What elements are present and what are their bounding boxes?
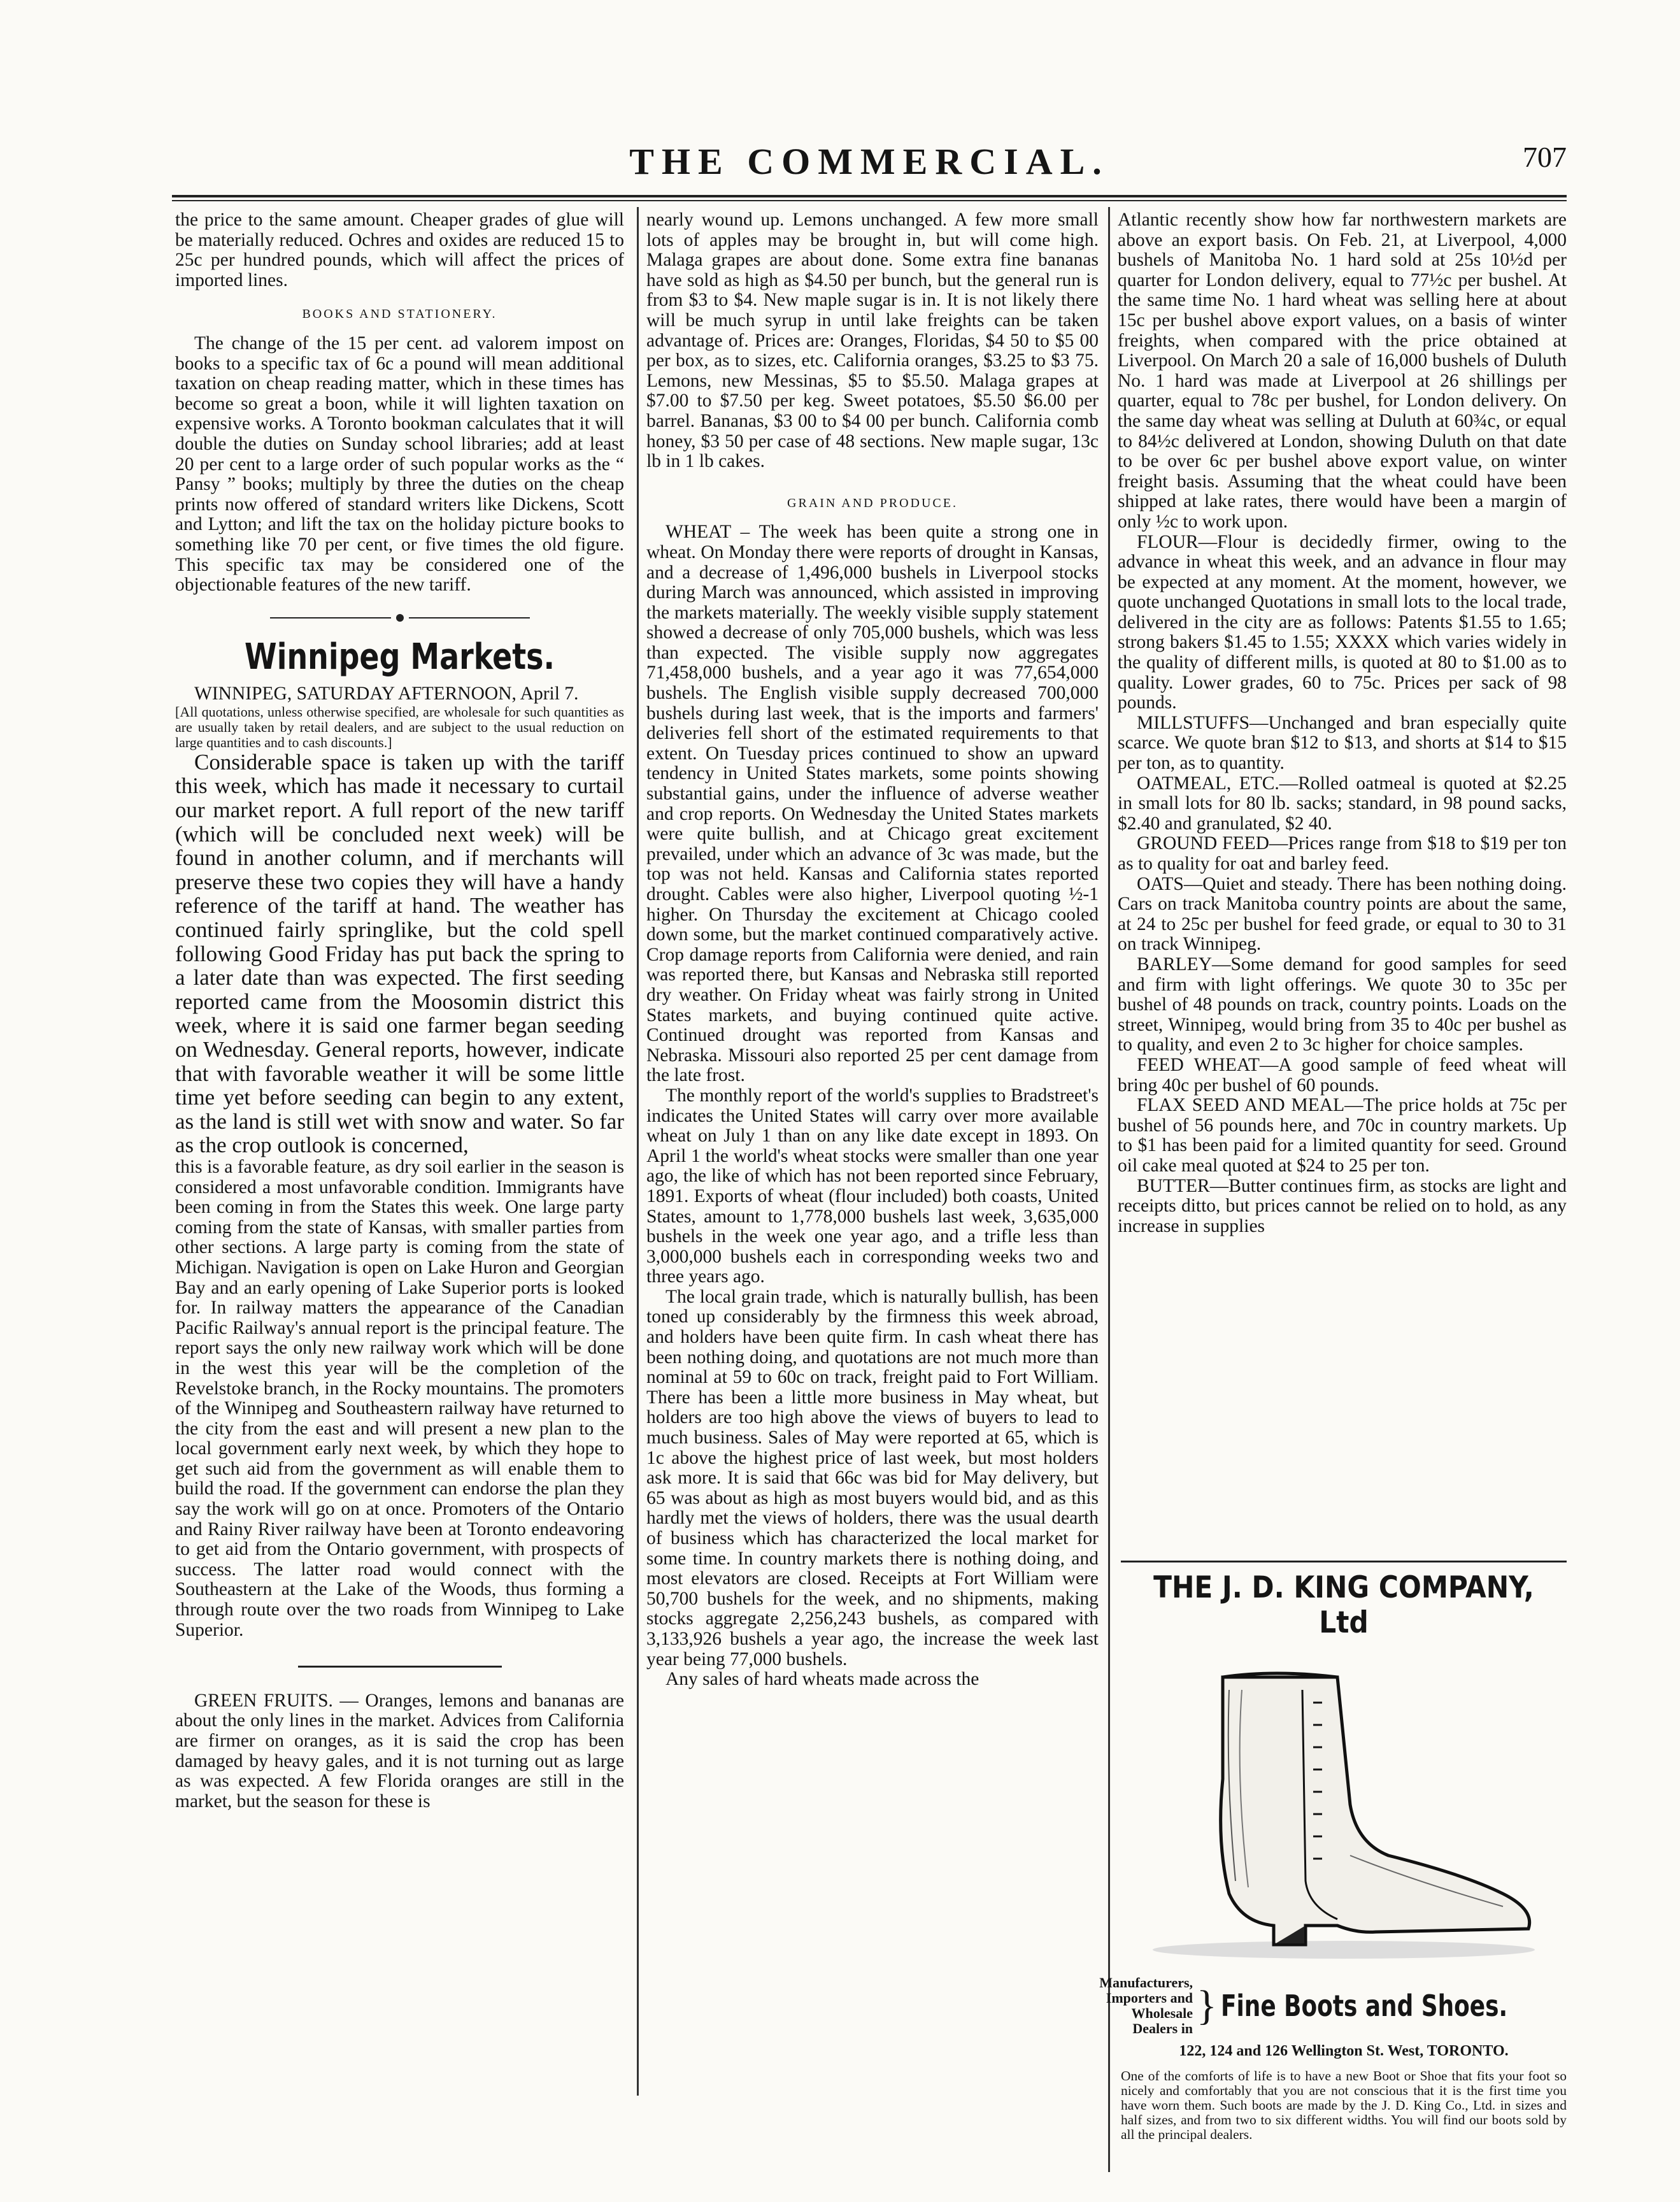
- dateline: WINNIPEG, SATURDAY AFTERNOON, April 7.: [194, 683, 579, 704]
- paragraph-ground-feed: GROUND FEED—Prices range from $18 to $19 per ton as to quality for oat and barley feed.: [1118, 833, 1567, 874]
- subheading-grain: GRAIN AND PRODUCE.: [787, 496, 958, 510]
- section-heading-winnipeg-markets: Winnipeg Markets.: [245, 636, 555, 678]
- paragraph: this is a favorable feature, as dry soil earlier in the season is considered a most unfavorable condition. Immigrants have been coming in from the States this week. One large party coming from the state of Kansas, with smaller parties from other sections. A large party is coming from the state of Michigan. Navigation is open on Lake Huron and Georgian Bay and an early opening of Lake Superior ports is looked for. In railway matters the appearance of the Canadian Pacific Railway's annual report is the principal feature. The report says the only new railway work which will be done in the west this year will be the completion of the Revelstoke branch, in the Rocky mountains. The promoters of the Winnipeg and Southeastern railway have returned to the city from the east and will present a new plan to the local government early next week, by which they hope to get such aid from the government as will enable them to build the road. If the government can endorse the plan they say the work will go on at once. Promoters of the Ontario and Rainy River railway have been at Toronto endeavoring to get aid from the Ontario government, with prospects of success. The latter road would connect with the Southeastern at the Lake of the Woods, thus forming a through route over the two roads from Winnipeg to Lake Superior.: [175, 1156, 624, 1640]
- ad-tagline-small: Manufacturers, Importers and Wholesale Dealers in: [1099, 1975, 1193, 2036]
- page-header: [172, 135, 1567, 192]
- column-2: [646, 210, 1099, 1690]
- paragraph-butter: BUTTER—Butter continues firm, as stocks are light and receipts ditto, but prices cannot be relied on to hold, as any increase in supplies: [1118, 1175, 1567, 1236]
- header-rule: [172, 195, 1567, 197]
- page-number: 707: [1523, 141, 1567, 173]
- column-3: [1118, 210, 1567, 1236]
- paragraph-wheat: WHEAT – The week has been quite a strong one in wheat. On Monday there were reports of drought in Kansas, and a decrease of 1,496,000 bushels in Liverpool stocks during March was announced, which assisted in improving the markets materially. The weekly visible supply statement showed a decrease of only 705,000 bushels, which was less than expected. The visible supply now aggregates 71,458,000 bushels, and a year ago it was 77,654,000 bushels. The English visible supply decreased 700,000 bushels during last week, that is the imports and farmers' deliveries fell short of the estimated requirements to that extent. On Tuesday prices continued to show an upward tendency in United States markets, some points showing substantial gains, under the influence of adverse weather and crop reports. On Wednesday the United States markets were quite bullish, and at Chicago great excitement prevailed, under which an advance of 3c was made, but the top was not held. Kansas and California states reported drought. Cables were also higher, Liverpool quoting ½-1 higher. On Thursday the excitement at Chicago cooled down some, but the market continued comparatively active. Crop damage reports from California were denied, and rain was reported there, but Kansas and Nebraska still reported dry weather. On Friday wheat was fairly strong in United States markets, and buying continued quite active. Continued drought was reported from Kansas and Nebraska. Missouri also reported 25 per cent damage from the late frost.: [646, 522, 1099, 1086]
- ad-tagline-big: Fine Boots and Shoes.: [1220, 1989, 1507, 2023]
- quotation-note: [All quotations, unless otherwise specified, are wholesale for such quantities as are usually taken by retail dealers, and are subject to the usual reduction on large quantities and to cash discounts.]: [175, 703, 624, 750]
- paragraph-millstuffs: MILLSTUFFS—Unchanged and bran especially quite scarce. We quote bran $12 to $13, and shorts at $14 to $15 per ton, as to quantity.: [1118, 712, 1567, 774]
- paragraph: Considerable space is taken up with the tariff this week, which has made it necessary to curtail our market report. A full report of the new tariff (which will be concluded next week) will be found in another column, and if merchants will preserve these two copies they will have a handy reference of the tariff at hand. The weather has continued fairly springlike, but the cold spell following Good Friday has put back the spring to a later date than was expected. The first seeding reported came from the Moosomin district this week, where it is said one farmer began seeding on Wednesday. General reports, however, indicate that with favorable weather it will be some little time yet before seeding can begin to any extent, as the land is still wet with snow and water. So far as the crop outlook is concerned,: [175, 749, 624, 1158]
- paragraph: Any sales of hard wheats made across the: [666, 1669, 979, 1690]
- column-1: [175, 210, 624, 1812]
- paragraph: The change of the 15 per cent. ad valorem impost on books to a specific tax of 6c a pound will mean additional taxation on cheap reading matter, which in these times has become so great a boon, while it will lighten taxation on expensive works. A Toronto bookman calculates that it will double the duties on Sunday school libraries; add at least 20 per cent to a large order of such popular works as the “ Pansy ” books; multiply by three the duties on the cheap prints now offered of standard writers like Dickens, Scott and Lytton; and lift the tax on the holiday picture books to something like 70 per cent, or five times the old figure. This specific tax may be considered one of the objectionable features of the new tariff.: [175, 332, 624, 596]
- paragraph-oatmeal: OATMEAL, ETC.—Rolled oatmeal is quoted at $2.25 in small lots for 80 lb. sacks; standard, in 98 pound sacks, $2.40 and granulated, $2 40.: [1118, 773, 1567, 834]
- paragraph-flax: FLAX SEED AND MEAL—The price holds at 75c per bushel of 56 pounds here, and 70c in country markets. Up to $1 has been paid for a limited quantity for seed. Ground oil cake meal quoted at $24 to 25 per ton.: [1118, 1095, 1567, 1176]
- ad-rule: [1121, 1561, 1567, 1562]
- ornament-divider: [175, 607, 624, 627]
- brace-glyph: }: [1197, 1982, 1217, 2029]
- ad-address: 122, 124 and 126 Wellington St. West, TORONTO.: [1179, 2043, 1509, 2059]
- paragraph-barley: BARLEY—Some demand for good samples for seed and firm with light offerings. We quote 30 to 35c per bushel of 48 pounds on track, country points. Loads on the street, Winnipeg, would bring from 35 to 40c per bushel as to quality, and even 2 to 3c higher for choice samples.: [1118, 954, 1567, 1055]
- paragraph-oats: OATS—Quiet and steady. There has been nothing doing. Cars on track Manitoba country points are about the same, at 24 to 25c per bushel for feed grade, or equal to 30 to 31 on track Winnipeg.: [1118, 873, 1567, 955]
- header-rule-thin: [172, 200, 1567, 201]
- paragraph-feed-wheat: FEED WHEAT—A good sample of feed wheat will bring 40c per bushel of 60 pounds.: [1118, 1054, 1567, 1096]
- masthead: THE COMMERCIAL.: [629, 141, 1109, 182]
- ad-title: THE J. D. KING COMPANY, Ltd: [1153, 1570, 1534, 1640]
- paragraph: The monthly report of the world's supplies to Bradstreet's indicates the United States will carry over more available wheat on July 1 than on any like date except in 1893. On April 1 the world's wheat stocks were smaller than one year ago, the like of which has not been reported since February, 1891. Exports of wheat (flour included) both coasts, United States, amount to 1,778,000 bushels last week, 3,635,000 bushels in the week one year ago, and a trifle less than 3,000,000 bushels each in corresponding weeks two and three years ago.: [646, 1085, 1099, 1287]
- paragraph: the price to the same amount. Cheaper grades of glue will be materially reduced. Ochres and oxides are reduced 15 to 25c per hundred pounds, which will affect the prices of imported lines.: [175, 210, 624, 290]
- divider: [175, 1655, 624, 1676]
- column-rule-right: [1108, 207, 1110, 2172]
- paragraph: The local grain trade, which is naturally bullish, has been toned up considerably by the firmness this week abroad, and holders have been quite firm. In cash wheat there has been nothing doing, and quotations are not much more than nominal at 59 to 60c on track, freight paid to Fort William. There has been a little more business in May wheat, but holders are too high above the views of buyers to lead to much business. Sales of May were reported at 65, which is 1c above the highest price of last week, but most holders ask more. It is said that 66c was bid for May delivery, but 65 was about as high as most buyers would bid, and as this hardly met the views of holders, there was the usual dearth of business which has characterized the local market for some time. In country markets there is nothing doing, and most elevators are closed. Receipts at Fort William were 50,700 bushels for the week, and no shipments, making stocks aggregate 2,256,243 bushels, as compared with 3,133,926 bushels a year ago, the increase the week last year being 77,000 bushels.: [646, 1286, 1099, 1669]
- paragraph: Atlantic recently show how far northwestern markets are above an export basis. On Feb. 21, at Liverpool, 4,000 bushels of Manitoba No. 1 hard sold at 25s 10½d per quarter for London delivery, equal to 77½c per bushel. At the same time No. 1 hard wheat was selling here at about 15c per bushel above export values, on a basis of winter freights, when compared with the price obtained at Liverpool. On March 20 a sale of 16,000 bushels of Duluth No. 1 hard was made at Liverpool at 26 shillings per quarter, equal to 78c per bushel, for London delivery. On the same day wheat was selling at Duluth at 60¾c, or equal to 84½c delivered at London, showing Duluth on that date to be over 6c per bushel above export value, on winter freight basis. Assuming that the wheat could have been shipped at lake rates, there would have been a margin of only ½c to work upon.: [1118, 210, 1567, 532]
- ad-body: One of the comforts of life is to have a new Boot or Shoe that fits your foot so nicely and comfortably that you are not conscious that it is the first time you have worn them. Such boots are made by the J. D. King Co., Ltd. in sizes and half sizes, and from two to six different widths. You will find our boots sold by all the principal dealers.: [1121, 2068, 1567, 2142]
- column-rule-left: [637, 207, 639, 2096]
- boot-illustration: [1146, 1652, 1541, 1970]
- king-company-advertisement: [1099, 1561, 1567, 2172]
- paragraph-green-fruits: GREEN FRUITS. — Oranges, lemons and bananas are about the only lines in the market. Advices from California are firmer on oranges, as it is said the crop has been damaged by heavy gales, and it is not turning out as large as was expected. A few Florida oranges are still in the market, but the season for these is: [175, 1690, 624, 1812]
- ad-tagline: [1099, 1975, 1567, 2036]
- paragraph: nearly wound up. Lemons unchanged. A few more small lots of apples may be brought in, but will come high. Malaga grapes are about done. Some extra fine bananas have sold as high as $4.50 per bunch, but the general run is from $3 to $4. New maple sugar is in. It is not likely there will be much syrup in until lake freights can be taken advantage of. Prices are: Oranges, Floridas, $4 50 to $5 00 per box, as to sizes, etc. California oranges, $3.25 to $3 75. Lemons, new Messinas, $5 to $5.50. Malaga grapes at $7.00 to $7.50 per keg. Sweet potatoes, $5.50 $6.00 per barrel. Bananas, $3 00 to $4 00 per bunch. California comb honey, $3 50 per case of 48 sections. New maple sugar, 13c lb in 1 lb cakes.: [646, 210, 1099, 472]
- paragraph-flour: FLOUR—Flour is decidedly firmer, owing to the advance in wheat this week, and an advance in flour may be expected at any moment. At the moment, however, we quote unchanged Quotations in small lots to the local trade, delivered in the city are as follows: Patents $1.55 to 1.65; strong bakers $1.45 to 1.55; XXXX which varies widely in the quality of different mills, is quoted at 80 to $1.00 as to quality. Lower grades, 60 to 75c. Prices per sack of 98 pounds.: [1118, 531, 1567, 713]
- subheading-books: BOOKS AND STATIONERY.: [302, 307, 497, 322]
